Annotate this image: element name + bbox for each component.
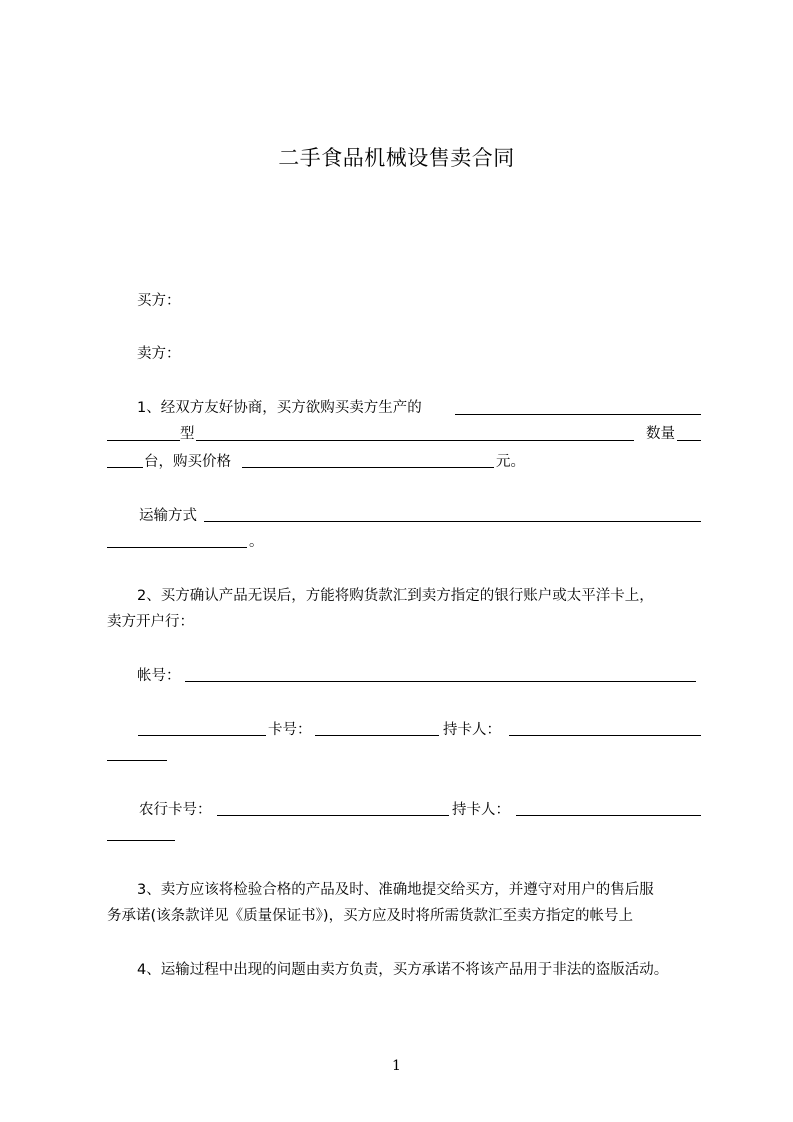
bank-blank[interactable] [138, 735, 266, 736]
agri-card-label: 农行卡号： [139, 802, 212, 818]
agri-card-blank[interactable] [217, 815, 449, 816]
model-label: 型 [180, 426, 195, 442]
card-label: 卡号： [268, 722, 312, 738]
transport-end: 。 [249, 534, 264, 550]
price-blank[interactable] [242, 467, 494, 468]
quantity-label: 数量 [646, 426, 675, 442]
seller-label: 卖方： [137, 346, 181, 362]
agri-cardholder-label: 持卡人： [452, 802, 510, 818]
quantity-blank-cont[interactable] [107, 467, 143, 468]
document-title: 二手食品机械设售卖合同 [278, 146, 515, 170]
transport-blank-cont[interactable] [107, 547, 247, 548]
quantity-blank[interactable] [677, 440, 701, 441]
account-label: 帐号： [137, 668, 181, 684]
cardholder-blank-cont[interactable] [107, 760, 167, 761]
clause1-intro: 1、经双方友好协商，买方欲购买卖方生产的 [137, 400, 422, 416]
model-blank[interactable] [107, 440, 180, 441]
transport-blank[interactable] [204, 521, 701, 522]
agri-cardholder-blank-cont[interactable] [107, 840, 175, 841]
cardholder-blank[interactable] [509, 735, 701, 736]
card-number-blank[interactable] [315, 735, 439, 736]
unit-price-text: 台，购买价格 [144, 454, 231, 470]
agri-cardholder-blank[interactable] [516, 815, 701, 816]
clause3-line2: 务承诺(该条款详见《质量保证书》)，买方应及时将所需货款汇至卖方指定的帐号上 [107, 908, 634, 924]
page-number: 1 [392, 1058, 401, 1074]
product-blank[interactable] [455, 414, 701, 415]
currency-end: 元。 [496, 454, 525, 470]
clause3-line1: 3、卖方应该将检验合格的产品及时、准确地提交给买方，并遵守对用户的售后服 [137, 882, 654, 898]
clause2-line1: 2、买方确认产品无误后，方能将购货款汇到卖方指定的银行账户或太平洋卡上， [137, 588, 654, 604]
clause4-text: 4、运输过程中出现的问题由卖方负责，买方承诺不将该产品用于非法的盗版活动。 [137, 962, 669, 978]
buyer-label: 买方： [137, 293, 181, 309]
transport-label: 运输方式 [139, 508, 197, 524]
account-blank[interactable] [185, 681, 696, 682]
cardholder-label: 持卡人： [443, 722, 501, 738]
model-name-blank[interactable] [196, 440, 634, 441]
clause2-line2: 卖方开户行： [107, 614, 194, 630]
